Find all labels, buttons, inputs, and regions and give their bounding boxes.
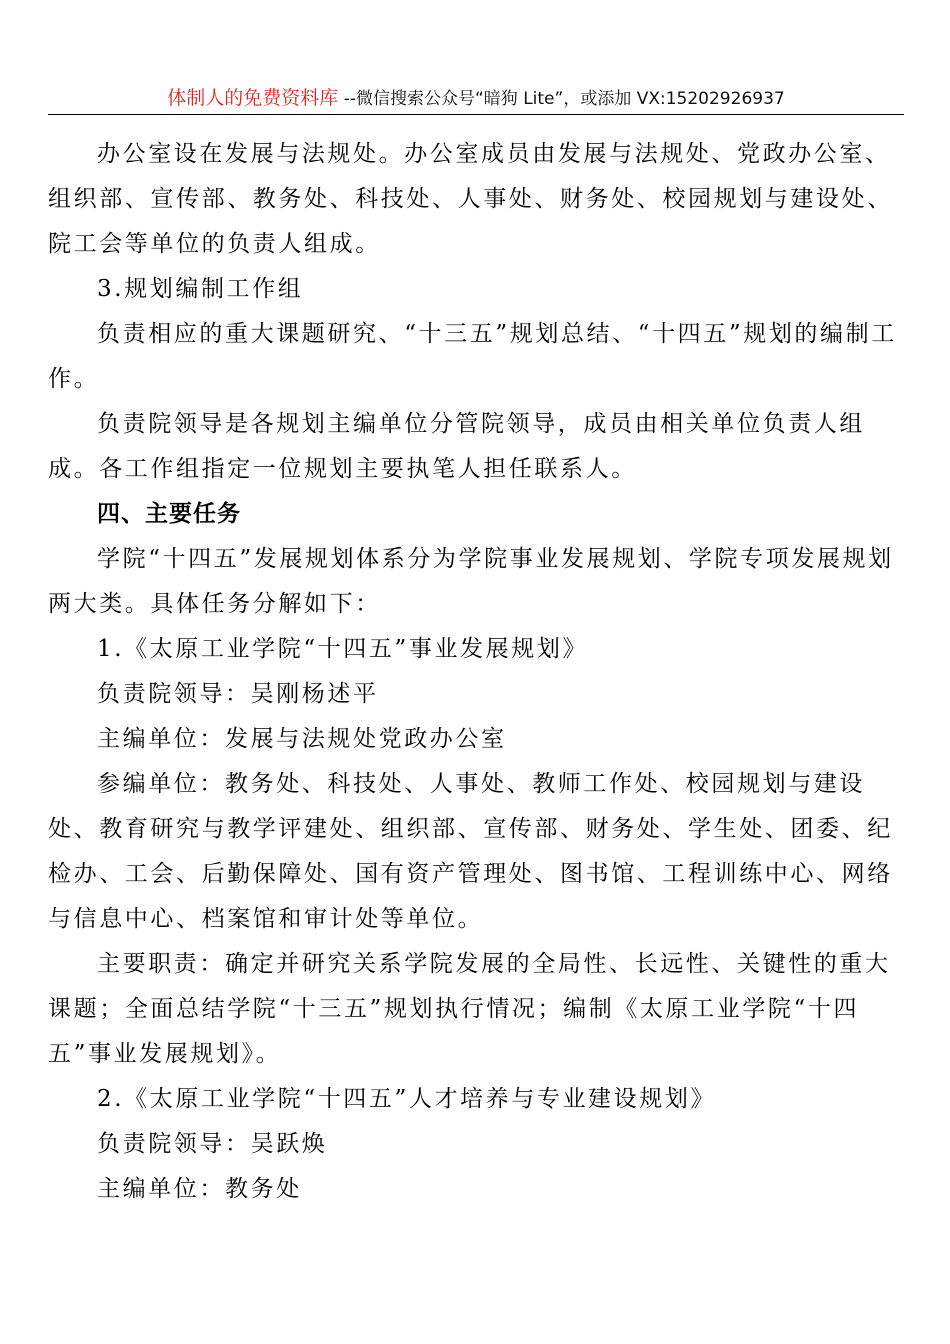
paragraph-group-duty: 负责相应的重大课题研究、“十三五”规划总结、“十四五”规划的编制工作。 <box>48 321 897 392</box>
task-title-2: 2.《太原工业学院“十四五”人才培养与专业建设规划》 <box>97 1086 717 1112</box>
task-1-leader: 负责院领导：吴刚杨述平 <box>97 681 379 707</box>
subheading-planning-group: 3.规划编制工作组 <box>97 276 304 302</box>
task-title-1: 1.《太原工业学院“十四五”事业发展规划》 <box>97 636 589 662</box>
paragraph-group-members: 负责院领导是各规划主编单位分管院领导，成员由相关单位负责人组成。各工作组指定一位规划主要执笔人担任联系人。 <box>48 411 865 482</box>
paragraph-office-composition: 办公室设在发展与法规处。办公室成员由发展与法规处、党政办公室、组织部、宣传部、教务处、科技处、人事处、财务处、校园规划与建设处、院工会等单位的负责人组成。 <box>48 141 893 257</box>
task-1-participating-units: 参编单位：教务处、科技处、人事处、教师工作处、校园规划与建设处、教育研究与教学评建处、组织部、宣传部、财务处、学生处、团委、纪检办、工会、后勤保障处、国有资产管理处、图书馆、工程训练中心、网络与信息中心、档案馆和审计处等单位。 <box>48 771 893 932</box>
document-body <box>48 132 908 1212</box>
watermark-header <box>48 86 904 111</box>
header-brand: 体制人的免费资料库 <box>167 87 339 109</box>
task-1-responsibilities: 主要职责：确定并研究关系学院发展的全局性、长远性、关键性的重大课题；全面总结学院“十三五”规划执行情况；编制《太原工业学院“十四五”事业发展规划》。 <box>48 951 891 1067</box>
header-contact-text: --微信搜索公众号“暗狗 Lite”，或添加 VX:15202926937 <box>338 89 785 109</box>
paragraph-plan-system: 学院“十四五”发展规划体系分为学院事业发展规划、学院专项发展规划两大类。具体任务分解如下： <box>48 546 894 617</box>
header-divider <box>48 114 904 115</box>
section-heading-main-tasks: 四、主要任务 <box>97 501 241 527</box>
task-2-leader: 负责院领导：吴跃焕 <box>97 1131 328 1157</box>
task-1-editor-unit: 主编单位：发展与法规处党政办公室 <box>97 726 507 752</box>
task-2-editor-unit: 主编单位：教务处 <box>97 1176 302 1202</box>
